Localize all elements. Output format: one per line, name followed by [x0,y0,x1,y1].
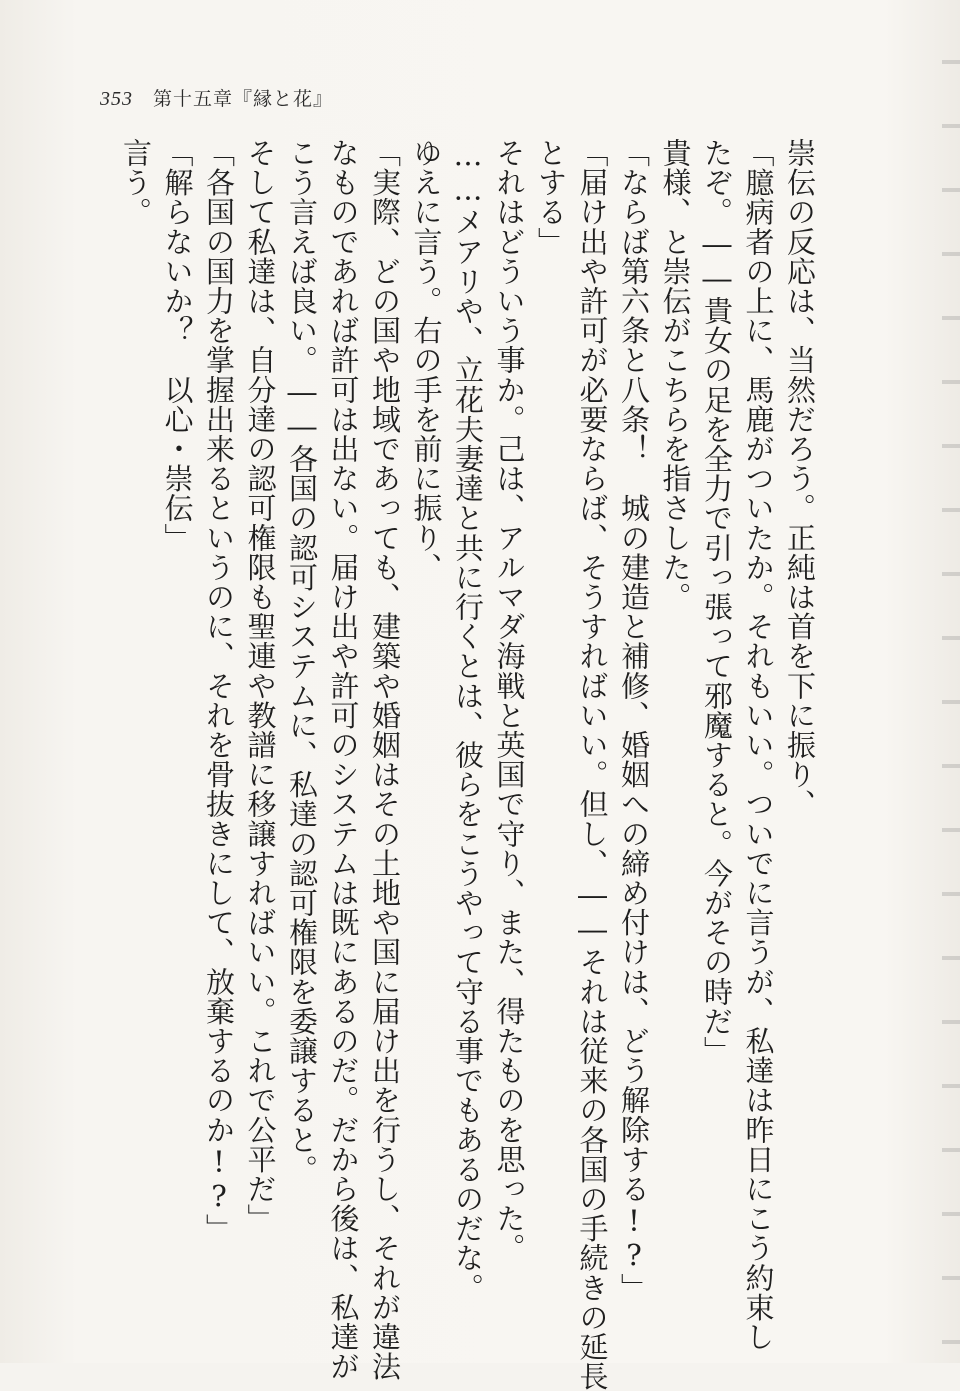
text-line: 崇伝の反応は、当然だろう。正純は首を下に振り、 [783,138,817,819]
text-line: 「実際、どの国や地域であっても、建築や婚姻はその土地や国に届け出を行うし、それが違法 [368,138,402,1382]
text-line: 貴様、と崇伝がこちらを指さした。 [658,138,693,612]
text-line: 「ならば第六条と八条！ 城の建造と補修、婚姻への締め付けは、どう解除する!?」 [617,138,651,1303]
chapter-title: 第十五章『縁と花』 [153,88,334,110]
text-line: 「解らないか？ 以心・崇伝」 [160,138,195,553]
text-line: ……メアリや、立花夫妻達と共に行くとは、彼らをこうやって守る事でもあるのだな。 [451,138,485,1303]
text-line: そして私達は、自分達の認可権限も聖連や教譜に移譲すればいい。これで公平だ」 [243,138,278,1234]
page-header [100,84,333,111]
text-line: 「臆病者の上に、馬鹿がついたか。それもいい。ついでに言うが、私達は昨日にこう約束し [741,138,776,1352]
text-line: 言う。 [119,138,153,227]
text-line: こう言えば良い。――各国の認可システムに、私達の認可権限を委譲すると。 [285,138,319,1184]
text-line: たぞ。――貴女の足を全力で引っ張って邪魔すると。今がその時だ」 [700,138,734,1066]
text-line: 「各国の国力を掌握出来るというのに、それを骨抜きにして、放棄するのか!?」 [202,138,236,1244]
text-line: とする」 [534,138,568,257]
page-number: 353 [100,88,133,110]
text-line: なものであれば許可は出ない。届け出や許可のシステムは既にあるのだ。だから後は、私達が [326,138,361,1382]
vertical-text-body [100,138,820,1391]
text-line: ゆえに言う。右の手を前に振り、 [409,138,444,582]
text-line: それはどういう事か。己は、アルマダ海戦と英国で守り、また、得たものを思った。 [492,138,527,1263]
page-edge-marks [942,0,960,1363]
text-line: 「届け出や許可が必要ならば、そうすればいい。但し、――それは従来の各国の手続きの延長 [575,138,610,1391]
